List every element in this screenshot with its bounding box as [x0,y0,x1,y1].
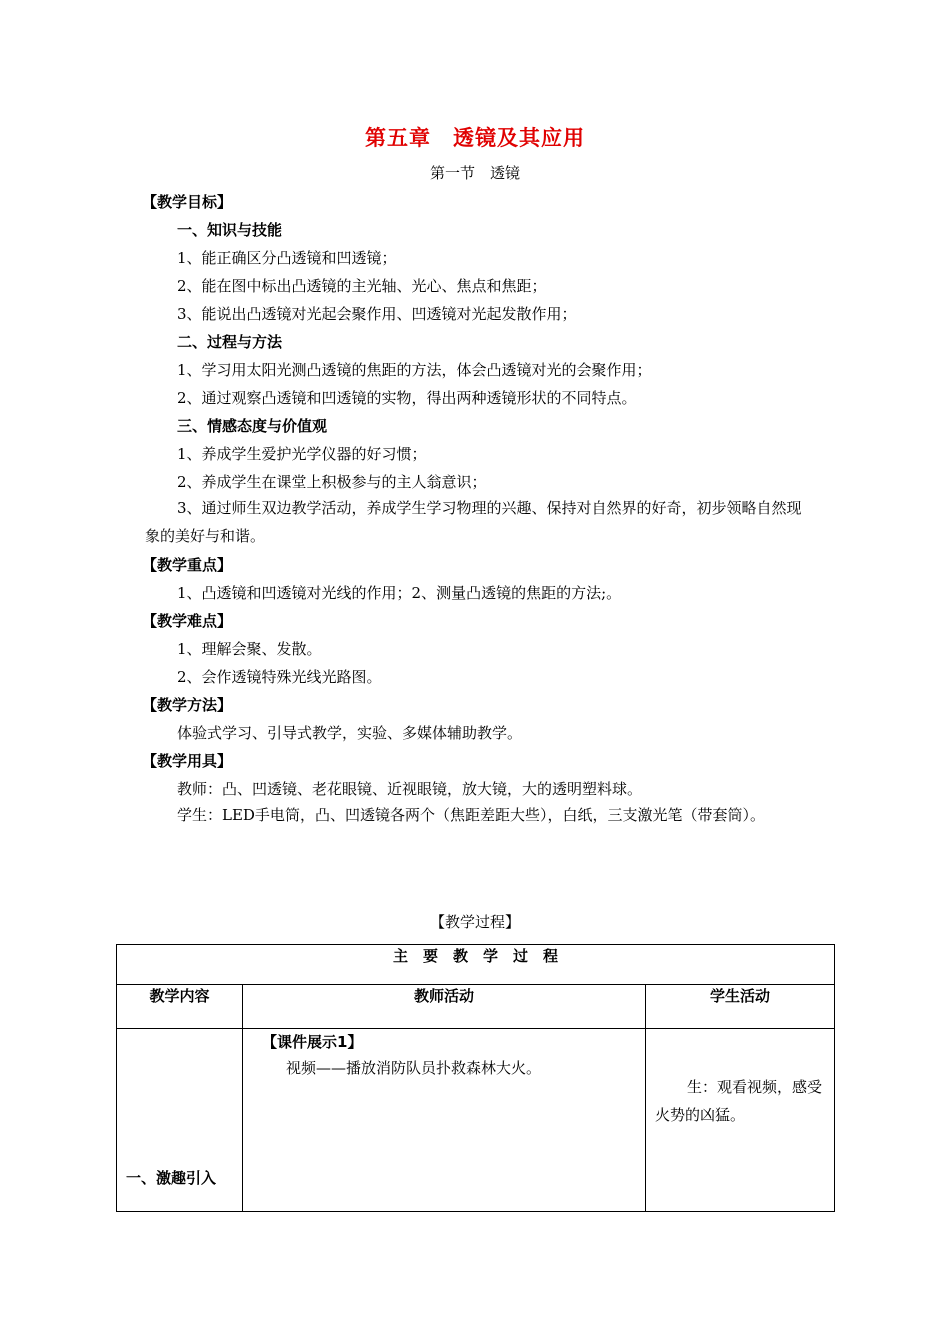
tools-teacher: 教师：凸、凹透镜、老花眼镜、近视眼镜，放大镜，大的透明塑料球。 [177,780,643,798]
difficulty-item: 1、理解会聚、发散。 [177,640,322,658]
objectives-sec1-item: 1、能正确区分凸透镜和凹透镜； [177,249,397,267]
objectives-sec1-title: 一、知识与技能 [177,221,283,239]
teacher-cell [243,1029,646,1212]
difficulty-item: 2、会作透镜特殊光线光路图。 [177,668,382,686]
objectives-sec3-item: 3、通过师生双边教学活动，养成学生学习物理的兴趣、保持对自然界的好奇，初步领略自然现象的美好与和谐。 [145,499,802,545]
column-header-student: 学生活动 [646,985,835,1029]
key-points-text: 1、凸透镜和凹透镜对光线的作用；2、测量凸透镜的焦距的方法;。 [177,584,622,602]
chapter-title: 第五章 透镜及其应用 [365,126,585,150]
objectives-sec3-title: 三、情感态度与价值观 [177,417,328,435]
column-header-teacher: 教师活动 [243,985,646,1029]
objectives-sec2-item: 2、通过观察凸透镜和凹透镜的实物，得出两种透镜形状的不同特点。 [177,389,637,407]
tools-student: 学生：LED手电筒，凸、凹透镜各两个（焦距差距大些），白纸，三支激光笔（带套筒）。 [177,806,765,824]
methods-header: 【教学方法】 [142,696,233,714]
column-header-content: 教学内容 [117,985,243,1029]
student-cell [646,1029,835,1212]
process-header: 【教学过程】 [429,913,520,931]
student-text: 生：观看视频，感受火势的凶猛。 [655,1078,823,1124]
difficulties-header: 【教学难点】 [142,612,233,630]
objectives-header: 【教学目标】 [142,193,233,211]
table-row [117,1029,835,1212]
tools-header: 【教学用具】 [142,752,233,770]
methods-text: 体验式学习、引导式教学，实验、多媒体辅助教学。 [177,724,523,742]
objectives-sec1-item: 3、能说出凸透镜对光起会聚作用、凹透镜对光起发散作用； [177,305,577,323]
objectives-sec3-item: 1、养成学生爱护光学仪器的好习惯； [177,445,427,463]
objectives-sec3-item: 2、养成学生在课堂上积极参与的主人翁意识； [177,473,487,491]
objectives-sec2-item: 1、学习用太阳光测凸透镜的焦距的方法，体会凸透镜对光的会聚作用； [177,361,652,379]
content-label: 一、激趣引入 [126,1169,217,1187]
table-title: 主 要 教 学 过 程 [117,945,835,985]
key-points-header: 【教学重点】 [142,556,233,574]
content-cell [117,1029,243,1212]
teacher-text: 视频——播放消防队员扑救森林大火。 [286,1059,542,1077]
section-title: 第一节 透镜 [429,164,520,182]
objectives-sec2-title: 二、过程与方法 [177,333,283,351]
teacher-heading: 【课件展示1】 [262,1033,363,1051]
objectives-sec1-item: 2、能在图中标出凸透镜的主光轴、光心、焦点和焦距； [177,277,547,295]
process-table [116,944,835,1212]
